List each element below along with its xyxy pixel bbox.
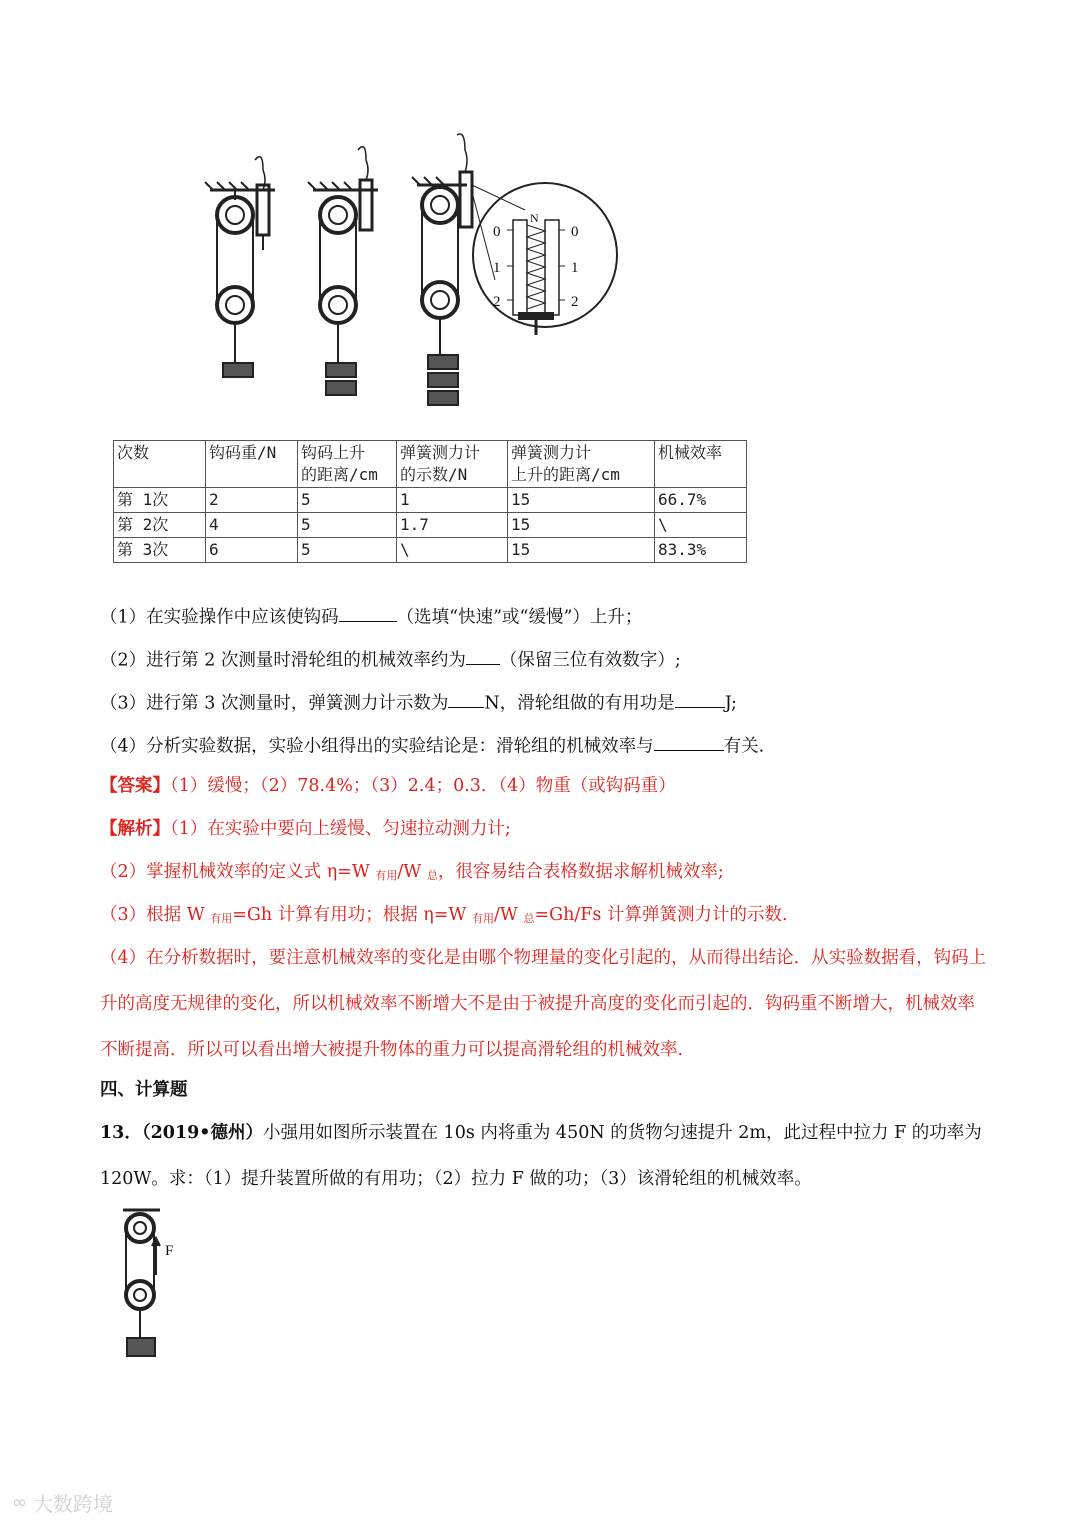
scale-label-left-2: 2 xyxy=(493,294,501,310)
answer-blank[interactable] xyxy=(675,688,725,708)
answer-blank[interactable] xyxy=(448,688,484,708)
question-4: （4）分析实验数据，实验小组得出的实验结论是：滑轮组的机械效率与 有关. xyxy=(100,731,764,758)
analysis-line-1: 【解析】（1）在实验中要向上缓慢、匀速拉动测力计; xyxy=(100,819,511,839)
scale-label-left-1: 1 xyxy=(493,260,501,276)
problem-text: 小强用如图所示装置在 10s 内将重为 450N 的货物匀速提升 2m，此过程中拉力 F 的功率为 120W。求：（1）提升装置所做的有用功；（2）拉力 F 做的功；（3）该滑轮组的机械效率。 xyxy=(100,1123,982,1189)
question-3: （3）进行第 3 次测量时，弹簧测力计示数为 N，滑轮组做的有用功是 J; xyxy=(100,688,737,715)
analysis-line-2: （2）掌握机械效率的定义式 η=W $_{有用}$/W $_总$，很容易结合表格数据求解机械效率; xyxy=(100,862,724,882)
table-header-cell: 钩码上升 的距离/cm xyxy=(298,441,397,488)
answer-blank[interactable] xyxy=(339,602,397,622)
analysis-line-3: （3）根据 W $_{有用}$=Gh 计算有用功；根据 η=W $_{有用}$/W $_总$=Gh/Fs 计算弹簧测力计的示数. xyxy=(100,905,788,925)
answer-blank[interactable] xyxy=(654,731,724,751)
scale-label-right-1: 1 xyxy=(571,260,579,276)
question-1: （1）在实验操作中应该使钩码 （选填“快速”或“缓慢”）上升； xyxy=(100,602,642,629)
table-header-cell: 钩码重/N xyxy=(206,441,298,488)
analysis-tag: 【解析】 xyxy=(100,819,170,839)
table-row: 第 2次 4 5 1.7 15 \ xyxy=(114,513,747,538)
table-row: 第 1次 2 5 1 15 66.7% xyxy=(114,488,747,513)
answer-blank[interactable] xyxy=(466,645,500,665)
question-2: （2）进行第 2 次测量时滑轮组的机械效率约为 （保留三位有效数字）; xyxy=(100,645,681,672)
table-header-cell: 次数 xyxy=(114,441,206,488)
table-header-cell: 弹簧测力计 的示数/N xyxy=(397,441,508,488)
watermark-logo-icon: ∞ xyxy=(12,1492,27,1513)
scale-label-right-2: 2 xyxy=(571,294,579,310)
problem-13 xyxy=(100,1110,990,1202)
scale-label-left-0: 0 xyxy=(493,224,501,240)
table-row: 第 3次 6 5 \ 15 83.3% xyxy=(114,538,747,563)
pulley-problem-figure xyxy=(115,1200,205,1365)
answer-tag: 【答案】 xyxy=(100,776,170,796)
table-header-row xyxy=(114,441,747,488)
table-header-cell: 机械效率 xyxy=(655,441,747,488)
table-header-cell: 弹簧测力计 上升的距离/cm xyxy=(508,441,655,488)
analysis-paragraph-4: （4）在分析数据时，要注意机械效率的变化是由哪个物理量的变化引起的，从而得出结论．从实验数据看，钩码上升的高度无规律的变化，所以机械效率不断增大不是由于被提升高度的变化而引起的．钩码重不断增大，机械效率不断提高．所以可以看出增大被提升物体的重力可以提高滑轮组的机械效率. xyxy=(100,948,987,1060)
scale-label-right-0: 0 xyxy=(571,224,579,240)
scale-unit: N xyxy=(530,211,539,225)
watermark: ∞ 大数跨境 xyxy=(12,1492,113,1516)
experiment-data-table xyxy=(113,440,747,563)
problem-number: 13．（2019•德州） xyxy=(100,1123,263,1143)
section-title: 四、计算题 xyxy=(100,1080,188,1100)
answer-text: （1）缓慢；（2）78.4%；（3）2.4；0.3．（4）物重（或钩码重） xyxy=(170,776,676,796)
answer-line xyxy=(100,774,676,798)
pulley-experiment-figure xyxy=(195,130,625,425)
force-label: F xyxy=(165,1243,174,1259)
